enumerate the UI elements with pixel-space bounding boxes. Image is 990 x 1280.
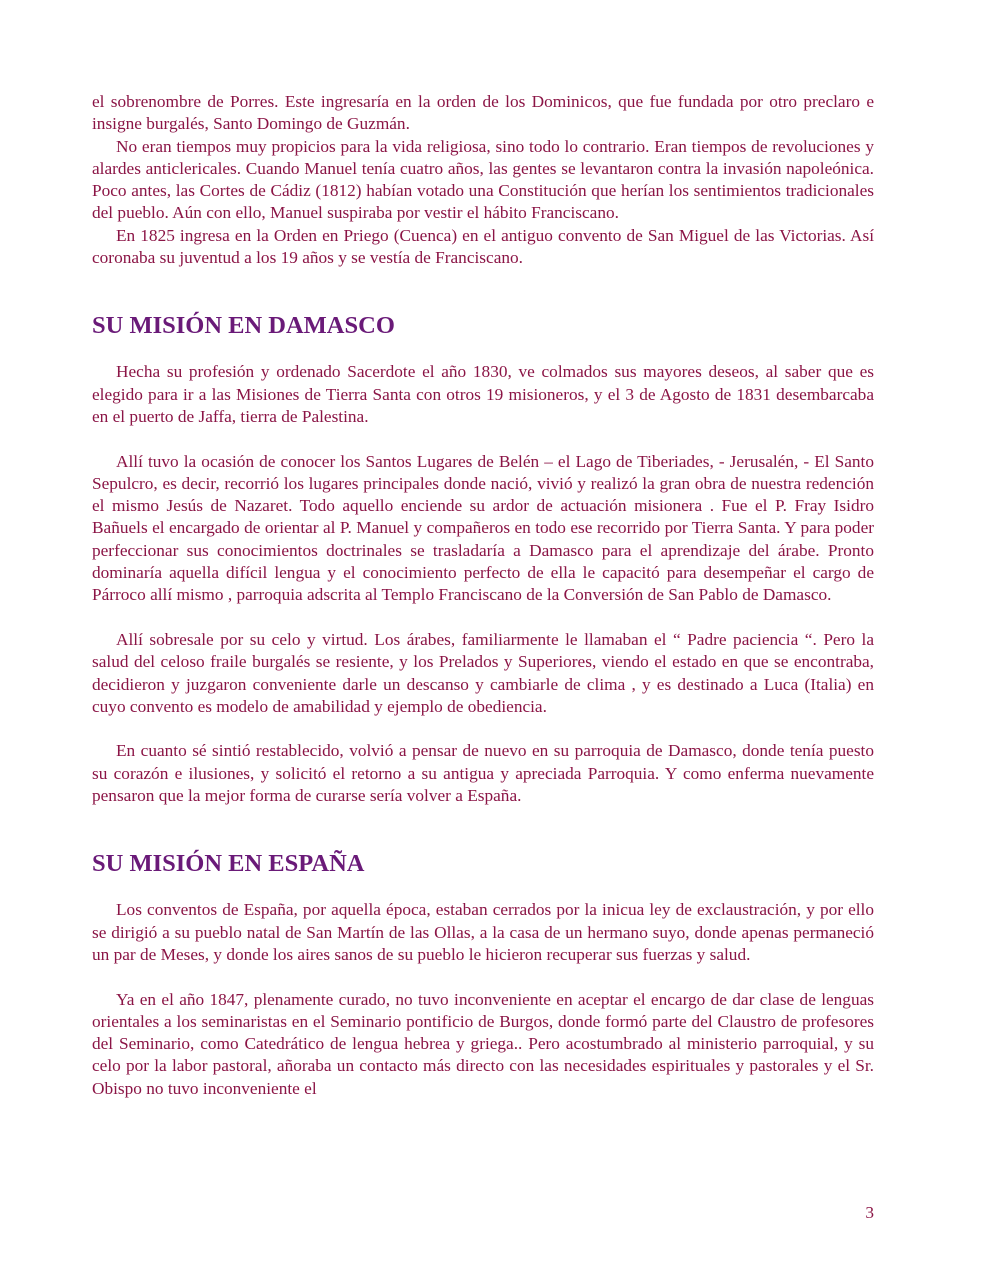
damasco-paragraph-2: Allí tuvo la ocasión de conocer los Santos Lugares de Belén – el Lago de Tiberiades, - Jerusalén, - El Santo Sepulcro, es decir, recorrió los lugares principales donde nació, vivió y realizó la gran obra de nuestra redención el mismo Jesús de Nazaret. Todo aquello enciende su ardor de actuación misionera . Fue el P. Fray Isidro Bañuels el encargado de orientar al P. Manuel y compañeros en todo ese recorrido por Tierra Santa. Y para poder perfeccionar sus conocimientos doctrinales se trasladaría a Damasco para el aprendizaje del árabe. Pronto dominaría aquella difícil lengua y el conocimiento perfecto de ella le capacitó para desempeñar el cargo de Párroco allí mismo , parroquia adscrita al Templo Franciscano de la Conversión de San Pablo de Damasco.	[92, 451, 874, 605]
damasco-paragraph-1: Hecha su profesión y ordenado Sacerdote el año 1830, ve colmados sus mayores deseos, al saber que es elegido para ir a las Misiones de Tierra Santa con otros 19 misioneros, y el 3 de Agosto de 1831 desembarcaba en el puerto de Jaffa, tierra de Palestina.	[92, 362, 874, 426]
espana-paragraph-2: Ya en el año 1847, plenamente curado, no tuvo inconveniente en aceptar el encargo de dar clase de lenguas orientales a los seminaristas en el Seminario pontificio de Burgos, donde formó parte del Claustro de profesores del Seminario, como Catedrático de lengua hebrea y griega.. Pero acostumbrado al ministerio parroquial, y su celo por la labor pastoral, añoraba un contacto más directo con las necesidades espirituales y pastorales y el Sr. Obispo no tuvo inconveniente el	[92, 989, 874, 1098]
intro-paragraph-1: el sobrenombre de Porres. Este ingresaría en la orden de los Dominicos, que fue fundada por otro preclaro e insigne burgalés, Santo Domingo de Guzmán.	[92, 92, 874, 134]
intro-paragraph-3: En 1825 ingresa en la Orden en Priego (Cuenca) en el antiguo convento de San Miguel de las Victorias. Así coronaba su juventud a los 19 años y se vestía de Franciscano.	[92, 225, 874, 268]
page-number: 3	[865, 1203, 874, 1222]
section-heading-damasco: SU MISIÓN EN DAMASCO	[92, 312, 395, 340]
intro-paragraph-2: No eran tiempos muy propicios para la vida religiosa, sino todo lo contrario. Eran tiempos de revoluciones y alardes anticlericales. Cuando Manuel tenía cuatro años, las gentes se levantaron contra la invasión napoleónica. Poco antes, las Cortes de Cádiz (1812) habían votado una Constitución que herían los sentimientos tradicionales del pueblo. Aún con ello, Manuel suspiraba por vestir el hábito Franciscano.	[92, 136, 874, 223]
damasco-paragraph-3: Allí sobresale por su celo y virtud. Los árabes, familiarmente le llamaban el “ Padre paciencia “. Pero la salud del celoso fraile burgalés se resiente, y los Prelados y Superiores, viendo el estado en que se encontraba, decidieron y juzgaron conveniente darle un descanso y cambiarle de clima , y es destinado a Luca (Italia) en cuyo convento es modelo de amabilidad y ejemplo de obediencia.	[92, 629, 874, 716]
damasco-paragraph-4: En cuanto sé sintió restablecido, volvió a pensar de nuevo en su parroquia de Damasco, donde tenía puesto su corazón e ilusiones, y solicitó el retorno a su antigua y apreciada Parroquia. Y como enferma nuevamente pensaron que la mejor forma de curarse sería volver a España.	[92, 741, 874, 806]
document-page	[92, 91, 874, 1100]
espana-paragraph-1: Los conventos de España, por aquella época, estaban cerrados por la inicua ley de exclaustración, y por ello se dirigió a su pueblo natal de San Martín de las Ollas, a la casa de un hermano suyo, donde apenas permaneció un par de Meses, y donde los aires sanos de su pueblo le hicieron recuperar sus fuerzas y salud.	[92, 900, 874, 964]
section-heading-espana: SU MISIÓN EN ESPAÑA	[92, 850, 365, 878]
